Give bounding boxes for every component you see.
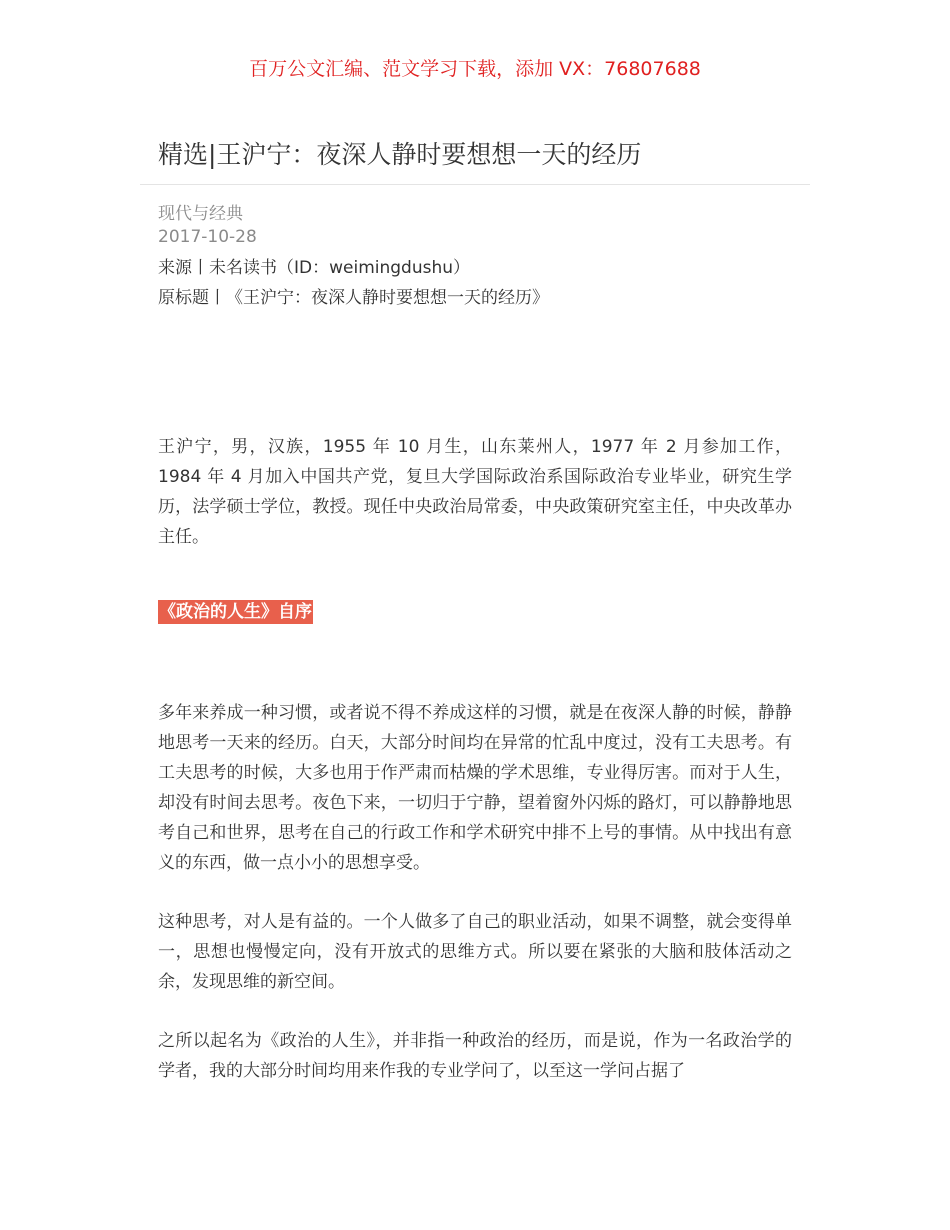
source-line: 来源丨未名读书（ID：weimingdushu）	[158, 258, 471, 278]
article-title: 精选|王沪宁：夜深人静时要想想一天的经历	[158, 140, 642, 169]
section-heading: 《政治的人生》自序	[159, 602, 312, 622]
title-divider	[140, 184, 810, 185]
body-paragraph: 之所以起名为《政治的人生》，并非指一种政治的经历，而是说，作为一名政治学的学者，我的大部分时间均用来作我的专业学问了，以至这一学问占据了	[158, 1031, 792, 1081]
intro-paragraph: 王沪宁，男，汉族，1955 年 10 月生，山东莱州人，1977 年 2 月参加工作，1984 年 4 月加入中国共产党，复旦大学国际政治系国际政治专业毕业，研究生学历，法学硕士学位，教授。现任中央政治局常委，中央政策研究室主任，中央改革办主任。	[158, 437, 792, 547]
body-paragraph: 多年来养成一种习惯，或者说不得不养成这样的习惯，就是在夜深人静的时候，静静地思考一天来的经历。白天，大部分时间均在异常的忙乱中度过，没有工夫思考。有工夫思考的时候，大多也用于作严肃而枯燥的学术思维，专业得厉害。而对于人生，却没有时间去思考。夜色下来，一切归于宁静，望着窗外闪烁的路灯，可以静静地思考自己和世界，思考在自己的行政工作和学术研究中排不上号的事情。从中找出有意义的东西，做一点小小的思想享受。	[158, 703, 792, 873]
download-banner: 百万公文汇编、范文学习下载，添加 VX：76807688	[249, 58, 701, 80]
original-title-line: 原标题丨《王沪宁：夜深人静时要想想一天的经历》	[158, 288, 549, 308]
source-account: 现代与经典	[158, 204, 243, 224]
body-paragraph: 这种思考，对人是有益的。一个人做多了自己的职业活动，如果不调整，就会变得单一，思想也慢慢定向，没有开放式的思维方式。所以要在紧张的大脑和肢体活动之余，发现思维的新空间。	[158, 912, 792, 992]
publish-date: 2017-10-28	[158, 227, 257, 247]
